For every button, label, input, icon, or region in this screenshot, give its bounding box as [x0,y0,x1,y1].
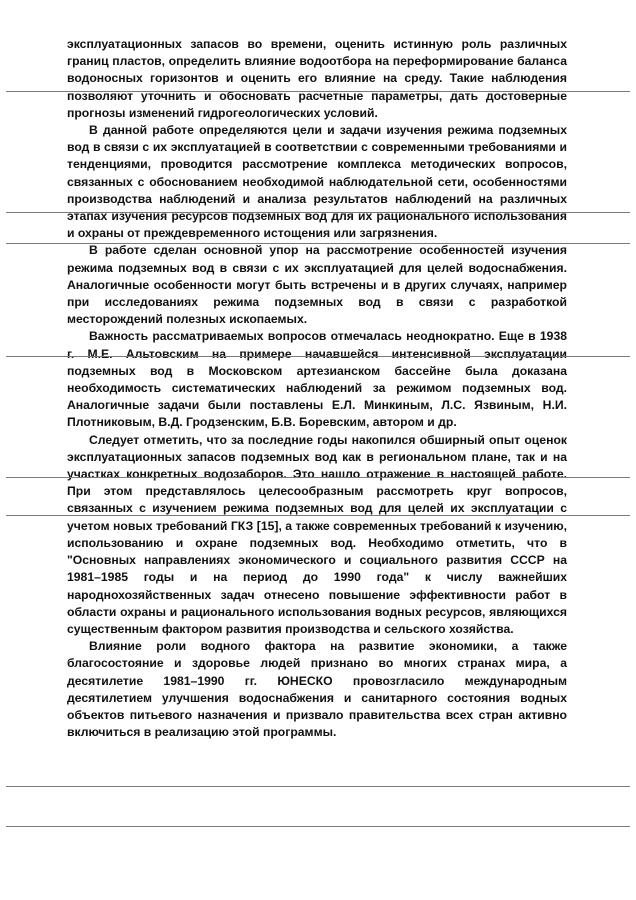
scan-line-8 [6,826,630,827]
paragraph-5: Следует отметить, что за последние годы накопился обширный опыт оценок эксплуатационных запасов подземных вод как в региональном плане, так и на участках конкретных водозаборов. Это нашло отражение в настоящей работе. При этом представлялось целесообразным рассмотреть круг вопросов, связанных с изучением режима подземных вод для целей их эксплуатации с учетом новых требований ГКЗ [15], а также современных требований к изучению, использованию и охране подземных вод. Необходимо отметить, что в "Основных направлениях экономического и социального развития СССР на 1981–1985 годы и на период до 1990 года" к числу важнейших народнохозяйственных задач отнесено повышение эффективности работ в области охраны и рационального использования водных ресурсов, являющихся существенным фактором развития производства и сельского хозяйства. [67,432,567,636]
paragraph-4: Важность рассматриваемых вопросов отмечалась неоднократно. Еще в 1938 г. М.Е. Альтовским на примере начавшейся интенсивной эксплуатации подземных вод в Московском артезианском бассейне была доказана необходимость систематических наблюдений за режимом подземных вод. Аналогичные задачи были поставлены Е.Л. Минкиным, Л.С. Язвиным, Н.И. Плотниковым, В.Д. Гродзенским, Б.В. Боревским, автором и др. [67,329,567,430]
scan-line-2 [6,212,630,213]
scan-line-1 [6,91,630,92]
scan-line-7 [6,786,630,787]
scan-line-3 [6,243,630,244]
paragraph-3: В работе сделан основной упор на рассмотрение особенностей изучения режима подземных вод в связи с их эксплуатацией для целей водоснабжения. Аналогичные особенности могут быть встречены и в других случаях, например при исследованиях режима подземных вод в связи с разработкой месторождений полезных ископаемых. [67,243,567,327]
document-page [67,36,567,741]
paragraph-2: В данной работе определяются цели и задачи изучения режима подземных вод в связи с их эксплуатацией в соответствии с современными требованиями и тенденциями, проводится рассмотрение комплекса методических вопросов, связанных с обоснованием необходимой наблюдательной сети, особенностями производства наблюдений и анализа результатов наблюдений на различных этапах изучения ресурсов подземных вод для их рационального использования и охраны от преждевременного истощения или загрязнения. [67,123,567,241]
scan-line-4 [6,356,630,357]
paragraph-1: эксплуатационных запасов во времени, оценить истинную роль различных границ пластов, определить влияние водоотбора на переформирование баланса водоносных горизонтов и оценить его влияние на среду. Такие наблюдения позволяют уточнить и обосновать расчетные параметры, дать достоверные прогнозы изменений гидрогеологических условий. [67,37,567,120]
scan-line-5 [6,477,630,478]
scan-line-6 [6,515,630,516]
paragraph-6: Влияние роли водного фактора на развитие экономики, а также благосостояние и здоровье людей признано во многих странах мира, а десятилетие 1981–1990 гг. ЮНЕСКО провозгласило международным десятилетием улучшения водоснабжения и санитарного состояния водных объектов питьевого назначения и призвало правительства всех стран активно включиться в реализацию этой программы. [67,639,567,740]
